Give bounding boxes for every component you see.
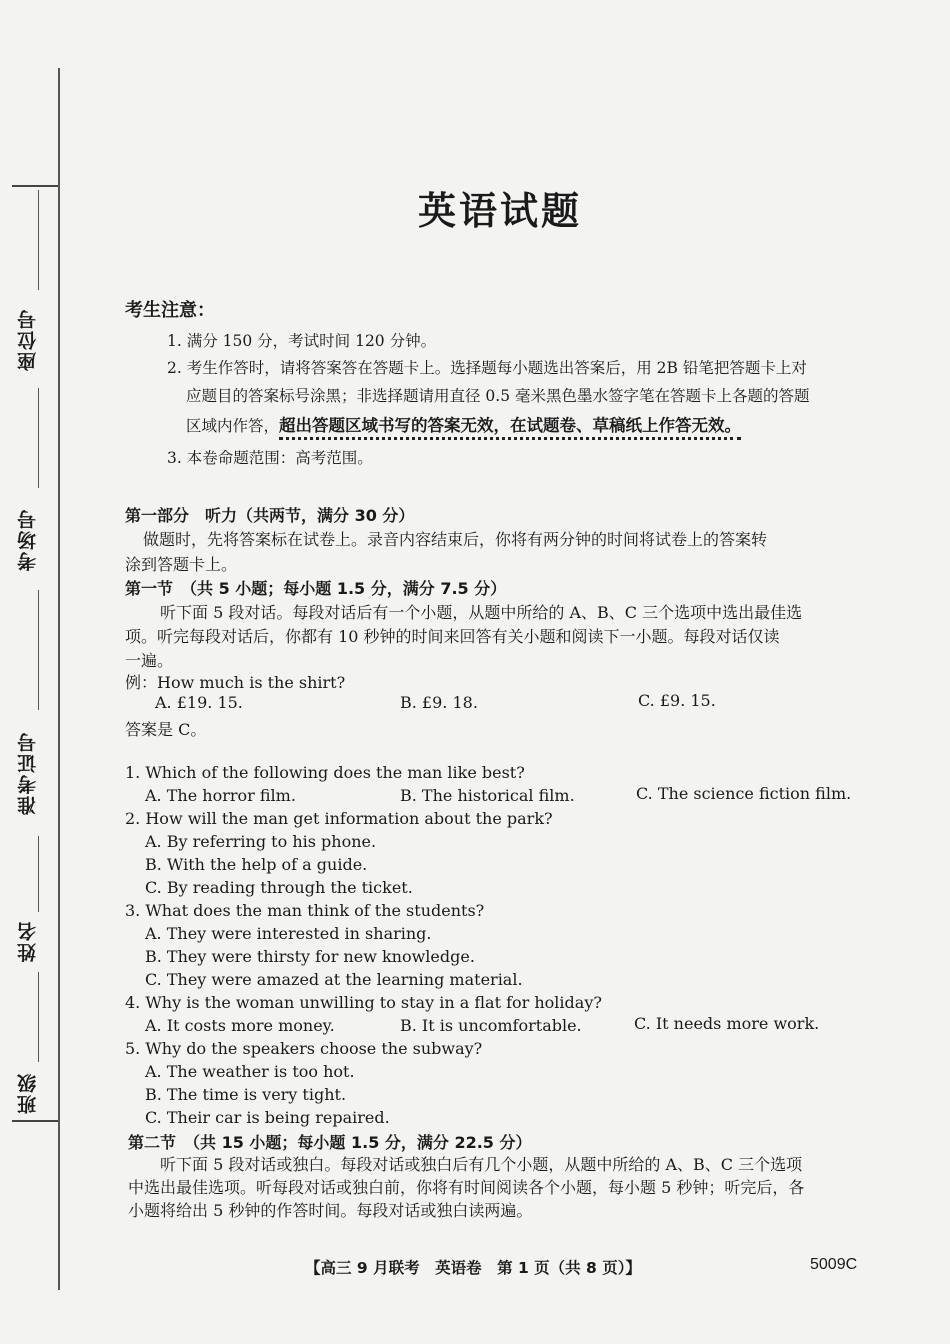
- question-4-option-a: A. It costs more money.: [145, 1016, 335, 1035]
- question-4-option-b: B. It is uncomfortable.: [400, 1016, 582, 1035]
- question-5-option-b: B. The time is very tight.: [145, 1085, 347, 1104]
- part1-heading: 第一部分 听力（共两节，满分 30 分）: [125, 506, 415, 525]
- question-3-option-c: C. They were amazed at the learning material.: [145, 970, 523, 989]
- question-1-option-a: A. The horror film.: [145, 786, 296, 805]
- question-2: 2. How will the man get information about the park?: [125, 809, 553, 828]
- section1-directions-line-2: 项。听完每段对话后，你都有 10 秒钟的时间来回答有关小题和阅读下一小题。每段对话仅读: [125, 627, 780, 646]
- page-title: 英语试题: [417, 189, 582, 233]
- part1-intro-line-1: 做题时，先将答案标在试卷上。录音内容结束后，你将有两分钟的时间将试卷上的答案转: [143, 530, 768, 549]
- notice-item-2-line-3: [186, 412, 741, 436]
- notice-item-2-line-2: 应题目的答案标号涂黑；非选择题请用直径 0.5 毫米黑色墨水签字笔在答题卡上各题的答题: [186, 387, 810, 405]
- question-4-option-c: C. It needs more work.: [634, 1014, 820, 1033]
- question-1: 1. Which of the following does the man like best?: [125, 763, 525, 782]
- example-option-a: A. £19. 15.: [155, 693, 243, 712]
- question-5-option-a: A. The weather is too hot.: [145, 1062, 355, 1081]
- notice-plain-text: 区域内作答，: [186, 417, 280, 435]
- page-footer: 【高三 9 月联考 英语卷 第 1 页（共 8 页）】: [305, 1259, 641, 1277]
- question-3: 3. What does the man think of the students?: [125, 901, 485, 920]
- admission-no-label: 准考证号: [17, 731, 39, 815]
- notice-heading: 考生注意：: [125, 300, 215, 321]
- paper-code: 5009C: [810, 1256, 858, 1273]
- question-5-option-c: C. Their car is being repaired.: [145, 1108, 390, 1127]
- example-option-b: B. £9. 18.: [400, 693, 478, 712]
- section1-directions-line-1: 听下面 5 段对话。每段对话后有一个小题，从题中所给的 A、B、C 三个选项中选出最佳选: [160, 603, 803, 622]
- admission-blank-line: [38, 590, 39, 710]
- section2-directions-line-2: 中选出最佳选项。听每段对话或独白前，你将有时间阅读各个小题，每小题 5 秒钟；听完后，各: [128, 1178, 805, 1197]
- example-answer: 答案是 C。: [125, 720, 207, 739]
- section2-heading: 第二节 （共 15 小题；每小题 1.5 分，满分 22.5 分）: [128, 1133, 532, 1152]
- exam-room-label: 考场号: [17, 508, 39, 572]
- question-1-option-c: C. The science fiction film.: [636, 784, 852, 803]
- question-2-option-c: C. By reading through the ticket.: [145, 878, 413, 897]
- section2-directions-line-3: 小题将给出 5 秒钟的作答时间。每段对话或独白读两遍。: [128, 1201, 533, 1220]
- question-3-option-a: A. They were interested in sharing.: [145, 924, 432, 943]
- class-blank-line: [38, 972, 39, 1062]
- question-4: 4. Why is the woman unwilling to stay in a flat for holiday?: [125, 993, 602, 1012]
- binding-line: [58, 68, 60, 1290]
- example-question: 例：How much is the shirt?: [125, 673, 346, 692]
- class-label: 班级: [17, 1072, 39, 1114]
- section1-heading: 第一节 （共 5 小题；每小题 1.5 分，满分 7.5 分）: [125, 579, 507, 598]
- notice-emphasis: 超出答题区域书写的答案无效，在试题卷、草稿纸上作答无效。: [279, 416, 741, 440]
- question-3-option-b: B. They were thirsty for new knowledge.: [145, 947, 475, 966]
- question-2-option-a: A. By referring to his phone.: [145, 832, 377, 851]
- part1-intro-line-2: 涂到答题卡上。: [125, 555, 238, 574]
- binding-tick: [12, 1120, 58, 1122]
- name-blank-line: [38, 836, 39, 912]
- section1-directions-line-3: 一遍。: [125, 651, 174, 670]
- notice-item-2-line-1: 2. 考生作答时，请将答案答在答题卡上。选择题每小题选出答案后，用 2B 铅笔把答题卡上对: [167, 359, 807, 377]
- question-5: 5. Why do the speakers choose the subway?: [125, 1039, 483, 1058]
- name-label: 姓名: [17, 920, 39, 962]
- question-2-option-b: B. With the help of a guide.: [145, 855, 368, 874]
- question-1-option-b: B. The historical film.: [400, 786, 575, 805]
- notice-item-1: 1. 满分 150 分，考试时间 120 分钟。: [167, 332, 437, 350]
- notice-item-3: 3. 本卷命题范围：高考范围。: [167, 449, 373, 467]
- example-option-c: C. £9. 15.: [638, 691, 716, 710]
- section2-directions-line-1: 听下面 5 段对话或独白。每段对话或独白后有几个小题，从题中所给的 A、B、C 三个选项: [160, 1155, 803, 1174]
- exam-room-blank-line: [38, 388, 39, 488]
- seat-label: 座位号: [17, 308, 39, 372]
